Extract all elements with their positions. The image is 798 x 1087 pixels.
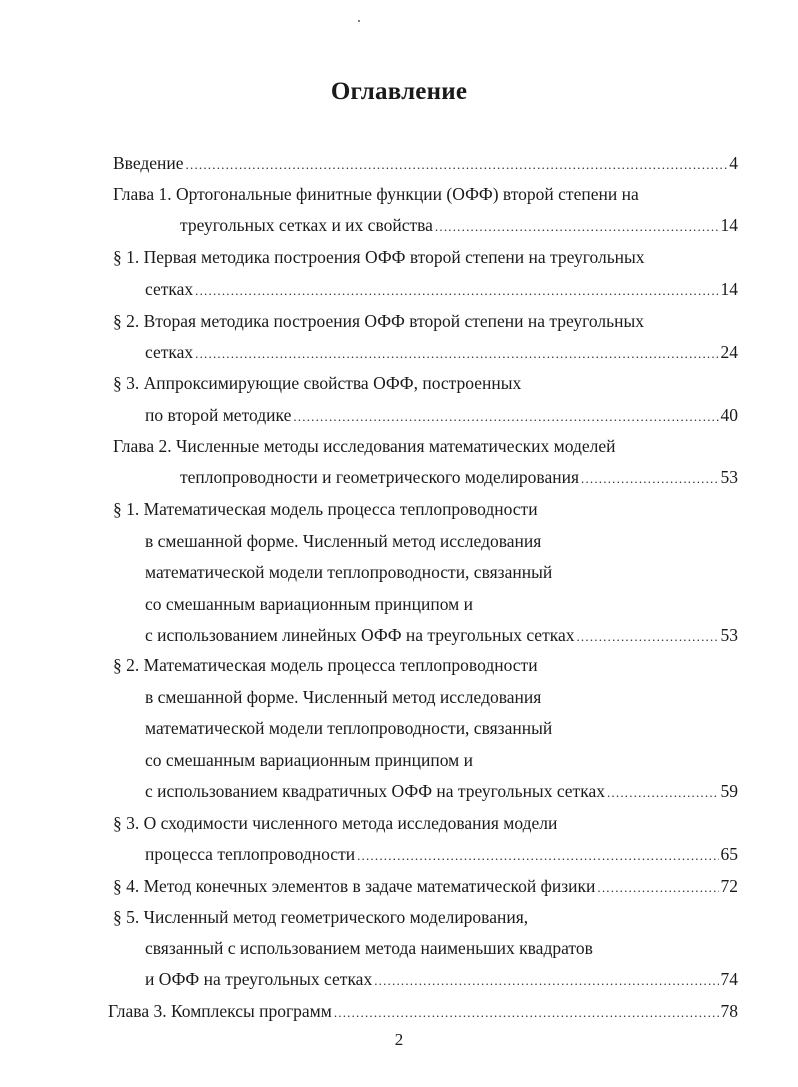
leader-dots	[195, 280, 718, 302]
toc-entry-text: по второй методике	[145, 405, 292, 425]
toc-entry-chapter-3[interactable]	[108, 1000, 738, 1024]
toc-entry-text: теплопроводности и геометрического моделирования	[180, 467, 579, 487]
toc-entry-ch2-section-1-line-2: в смешанной форме. Численный метод исследования	[145, 531, 542, 551]
toc-entry-text: Глава 3. Комплексы программ	[108, 1001, 332, 1021]
leader-dots	[293, 406, 718, 428]
toc-entry-chapter-1-line-1[interactable]: Глава 1. Ортогональные финитные функции (ОФФ) второй степени на	[113, 184, 639, 204]
leader-dots	[607, 782, 719, 804]
toc-entry-ch2-section-5[interactable]	[145, 968, 738, 992]
leader-dots	[597, 877, 718, 899]
page-title: Оглавление	[330, 78, 468, 105]
toc-entry-text: сетках	[145, 279, 194, 299]
toc-entry-ch2-section-3[interactable]	[145, 843, 738, 867]
toc-entry-ch2-section-1-line-4: со смешанным вариационным принципом и	[145, 594, 473, 614]
toc-entry-text: и ОФФ на треугольных сетках	[145, 969, 373, 989]
leader-dots	[186, 154, 728, 176]
toc-entry-chapter-2[interactable]	[180, 466, 738, 490]
toc-entry-ch2-section-2-line-4: со смешанным вариационным принципом и	[145, 750, 473, 770]
toc-entry-ch2-section-3-line-1[interactable]: § 3. О сходимости численного метода исследования модели	[113, 813, 558, 833]
toc-page-number: 59	[720, 781, 738, 801]
toc-entry-ch1-section-1-line-1[interactable]: § 1. Первая методика построения ОФФ второй степени на треугольных	[113, 247, 645, 267]
toc-entry-ch2-section-1[interactable]	[145, 624, 738, 648]
toc-entry-ch2-section-2-line-2: в смешанной форме. Численный метод исследования	[145, 687, 542, 707]
toc-entry-ch2-section-2-line-3: математической модели теплопроводности, связанный	[145, 718, 553, 738]
toc-entry-chapter-1[interactable]	[180, 214, 738, 238]
toc-entry-ch2-section-4[interactable]	[113, 875, 738, 899]
toc-entry-ch1-section-1[interactable]	[145, 278, 738, 302]
toc-page-number: 78	[720, 1001, 738, 1021]
toc-entry-text: § 4. Метод конечных элементов в задаче математической физики	[113, 876, 596, 896]
toc-entry-ch1-section-3-line-1[interactable]: § 3. Аппроксимирующие свойства ОФФ, построенных	[113, 373, 522, 393]
leader-dots	[195, 343, 718, 365]
toc-entry-text: треугольных сетках и их свойства	[180, 215, 433, 235]
toc-entry-ch1-section-3[interactable]	[145, 404, 738, 428]
toc-entry-chapter-2-line-1[interactable]: Глава 2. Численные методы исследования математических моделей	[113, 436, 616, 456]
toc-entry-introduction[interactable]	[113, 152, 738, 176]
toc-page-number: 24	[720, 342, 738, 362]
leader-dots	[435, 216, 719, 238]
page-number: 2	[394, 1030, 404, 1049]
toc-page-number: 14	[720, 215, 738, 235]
toc-entry-text: с использованием линейных ОФФ на треугольных сетках	[145, 625, 575, 645]
toc-entry-ch2-section-1-line-1[interactable]: § 1. Математическая модель процесса теплопроводности	[113, 499, 538, 519]
toc-entry-ch2-section-2[interactable]	[145, 780, 738, 804]
toc-page-number: 72	[720, 876, 738, 896]
toc-entry-text: процесса теплопроводности	[145, 844, 356, 864]
toc-entry-ch2-section-1-line-3: математической модели теплопроводности, связанный	[145, 562, 553, 582]
leader-dots	[334, 1002, 719, 1024]
toc-entry-text: сетках	[145, 342, 194, 362]
leader-dots	[576, 626, 718, 648]
toc-page-number: 65	[720, 844, 738, 864]
toc-entry-ch1-section-2-line-1[interactable]: § 2. Вторая методика построения ОФФ второй степени на треугольных	[113, 311, 644, 331]
leader-dots	[581, 468, 719, 490]
scan-speck	[358, 20, 360, 22]
leader-dots	[374, 970, 718, 992]
toc-page-number: 74	[720, 969, 738, 989]
toc-entry-ch2-section-5-line-2: связанный с использованием метода наименьших квадратов	[145, 938, 593, 958]
toc-entry-text: Введение	[113, 153, 184, 173]
leader-dots	[357, 845, 718, 867]
toc-page-number: 40	[720, 405, 738, 425]
toc-entry-text: с использованием квадратичных ОФФ на треугольных сетках	[145, 781, 605, 801]
toc-entry-ch2-section-5-line-1[interactable]: § 5. Численный метод геометрического моделирования,	[113, 907, 529, 927]
toc-page-number: 53	[720, 467, 738, 487]
toc-page-number: 14	[720, 279, 738, 299]
toc-page-number: 53	[720, 625, 738, 645]
toc-entry-ch2-section-2-line-1[interactable]: § 2. Математическая модель процесса теплопроводности	[113, 655, 538, 675]
toc-entry-ch1-section-2[interactable]	[145, 341, 738, 365]
toc-page-number: 4	[729, 153, 738, 173]
